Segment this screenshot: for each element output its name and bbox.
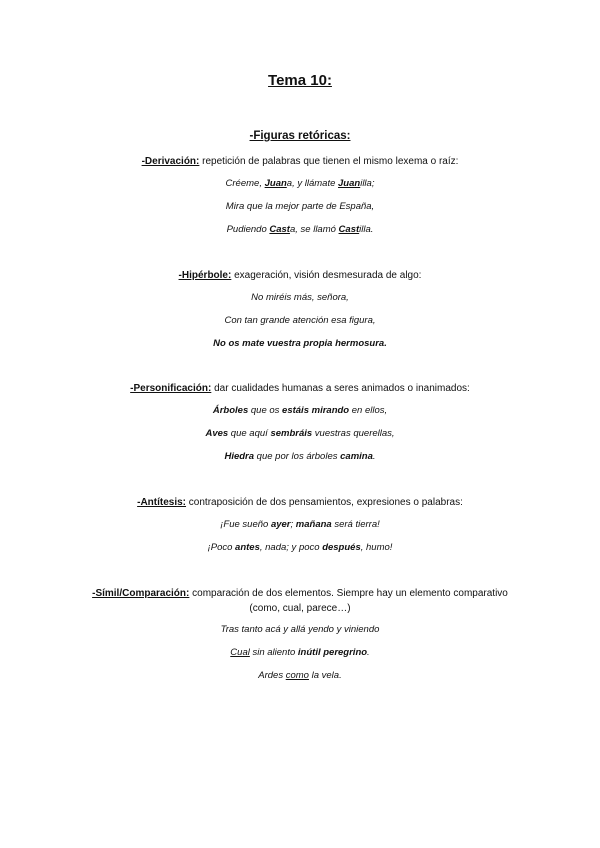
definition-text: dar cualidades humanas a seres animados o inanimados: — [211, 383, 470, 394]
definition-text: repetición de palabras que tienen el mismo lexema o raíz: — [199, 156, 459, 167]
verse-personificacion-2: Aves que aquí sembráis vuestras querellas, — [205, 428, 395, 439]
definition-text: contraposición de dos pensamientos, expresiones o palabras: — [186, 497, 463, 508]
highlight-lexeme: Juan — [338, 178, 361, 189]
definition-hiperbole — [60, 268, 540, 283]
verse-simil-1: Tras tanto acá y allá yendo y viniendo — [220, 624, 380, 635]
definition-text: comparación de dos elementos. Siempre hay un elemento comparativo (como, cual, parece…) — [189, 588, 508, 614]
definition-derivacion — [60, 154, 540, 169]
term-simil: -Símil/Comparación: — [92, 588, 190, 599]
highlight-lexeme: Cast — [269, 224, 290, 235]
verse-simil-2: Cual sin aliento inútil peregrino. — [230, 647, 370, 658]
comparative-word: Cual — [230, 647, 250, 658]
term-derivacion: -Derivación: — [141, 156, 200, 167]
comparative-word: como — [285, 670, 309, 681]
definition-personificacion — [60, 381, 540, 396]
verse-antitesis-1: ¡Fue sueño ayer; mañana será tierra! — [220, 519, 380, 530]
verse-derivacion-3: Pudiendo Casta, se llamó Castilla. — [226, 224, 374, 235]
verse-hiperbole-1: No miréis más, señora, — [251, 292, 349, 303]
verse-personificacion-3: Hiedra que por los árboles camina. — [224, 451, 376, 462]
highlight-lexeme: Cast — [338, 224, 360, 235]
page-title: Tema 10: — [268, 72, 332, 89]
definition-simil — [80, 586, 520, 616]
section-subtitle: -Figuras retóricas: — [249, 130, 351, 142]
verse-antitesis-2: ¡Poco antes, nada; y poco después, humo! — [207, 542, 393, 553]
verse-simil-3: Ardes como la vela. — [258, 670, 342, 681]
term-personificacion: -Personificación: — [130, 383, 212, 394]
verse-derivacion-1: Créeme, Juana, y llámate Juanilla; — [225, 178, 375, 189]
verse-derivacion-2: Mira que la mejor parte de España, — [225, 201, 375, 212]
verse-personificacion-1: Árboles que os estáis mirando en ellos, — [212, 405, 388, 416]
definition-text: exageración, visión desmesurada de algo: — [231, 270, 422, 281]
definition-antitesis — [60, 495, 540, 510]
verse-hiperbole-2: Con tan grande atención esa figura, — [224, 315, 376, 326]
highlight-lexeme: Juan — [264, 178, 287, 189]
term-hiperbole: -Hipérbole: — [178, 270, 232, 281]
term-antitesis: -Antítesis: — [137, 497, 187, 508]
verse-hiperbole-3: No os mate vuestra propia hermosura. — [213, 338, 387, 349]
